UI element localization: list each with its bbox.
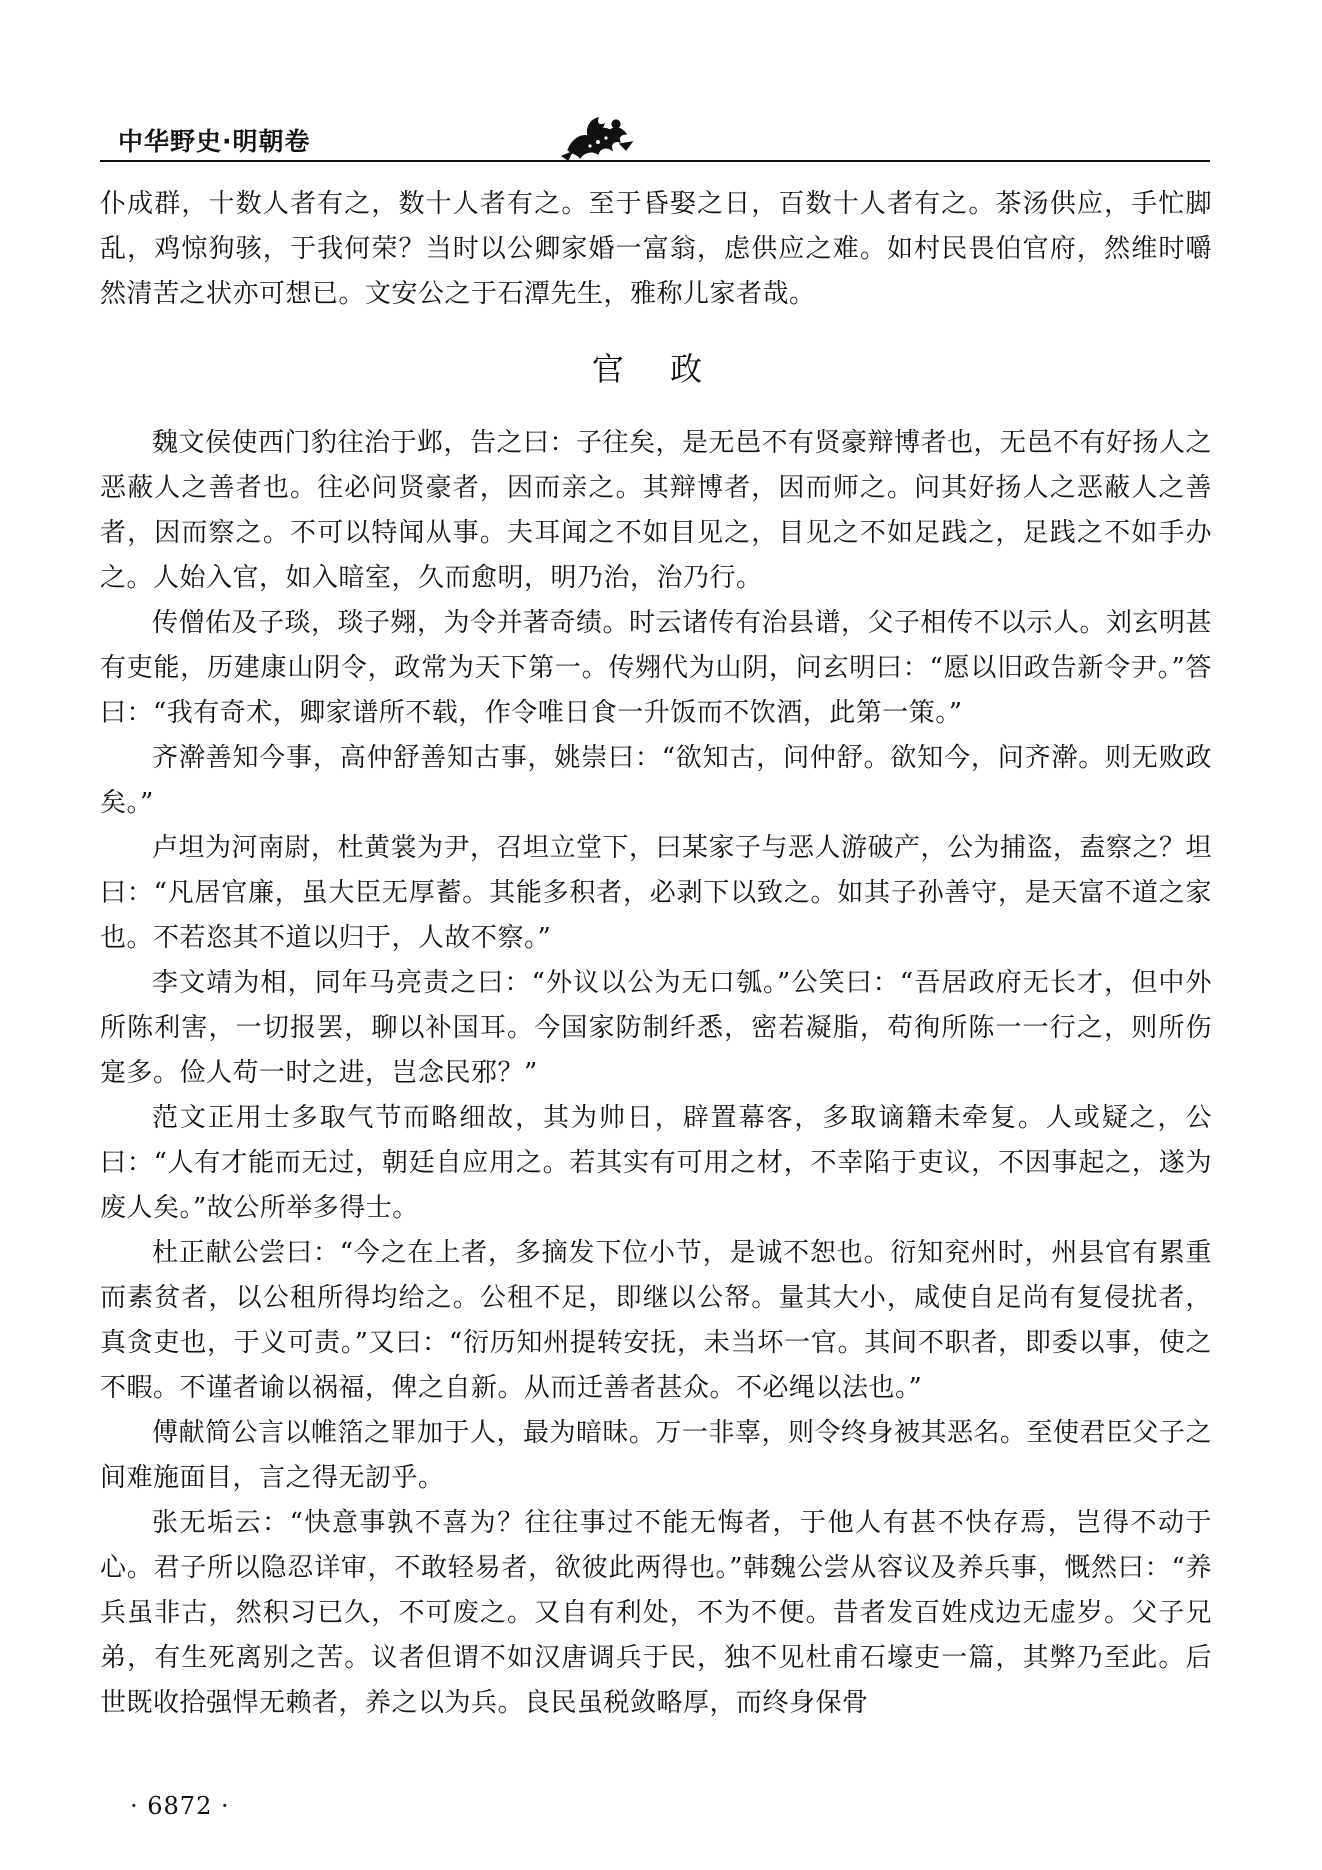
paragraph: 齐澣善知今事，高仲舒善知古事，姚崇曰：“欲知古，问仲舒。欲知今，问齐澣。则无败政矣。”	[100, 743, 1212, 818]
continued-paragraph: 仆成群，十数人者有之，数十人者有之。至于昏娶之日，百数十人者有之。茶汤供应，手忙脚乱，鸡惊狗骇，于我何荣？当时以公卿家婚一富翁，虑供应之难。如村民畏伯官府，然维时嚼然清苦之状亦可想已。文安公之于石潭先生，雅称儿家者哉。	[100, 189, 1212, 309]
paragraph: 魏文侯使西门豹往治于邺，告之曰：子往矣，是无邑不有贤豪辩博者也，无邑不有好扬人之恶蔽人之善者也。往必问贤豪者，因而亲之。其辩博者，因而师之。问其好扬人之恶蔽人之善者，因而察之。不可以特闻从事。夫耳闻之不如目见之，目见之不如足践之，足践之不如手办之。人始入官，如入暗室，久而愈明，明乃治，治乃行。	[100, 428, 1213, 593]
paragraph: 张无垢云：“快意事孰不喜为？往往事过不能无悔者，于他人有甚不快存焉，岂得不动于心。君子所以隐忍详审，不敢轻易者，欲彼此两得也。”韩魏公尝从容议及养兵事，慨然曰：“养兵虽非古，然积习已久，不可废之。又自有利处，不为不便。昔者发百姓戍边无虚岁。父子兄弟，有生死离别之苦。议者但谓不如汉唐调兵于民，独不见杜甫石壕吏一篇，其弊乃至此。后世既收拾强悍无赖者，养之以为兵。良民虽税敛略厚，而终身保骨	[100, 1508, 1212, 1718]
section-heading: 官 政	[591, 350, 721, 388]
paragraph: 傅献简公言以帷箔之罪加于人，最为暗昧。万一非辜，则令终身被其恶名。至使君臣父子之间难施面目，言之得无訒乎。	[100, 1418, 1213, 1493]
book-title: 中华野史·明朝卷	[118, 127, 311, 156]
paragraph: 杜正献公尝曰：“今之在上者，多摘发下位小节，是诚不恕也。衍知兖州时，州县官有累重而素贫者，以公租所得均给之。公租不足，即继以公帑。量其大小，咸使自足尚有复侵扰者，真贪吏也，于义可责。”又曰：“衍历知州提转安抚，未当坏一官。其间不职者，即委以事，使之不暇。不谨者谕以祸福，俾之自新。从而迁善者甚众。不必绳以法也。”	[100, 1238, 1212, 1403]
paragraph: 李文靖为相，同年马亮责之曰：“外议以公为无口瓠。”公笑曰：“吾居政府无长才，但中外所陈利害，一切报罢，聊以补国耳。今国家防制纤悉，密若凝脂，苟徇所陈一一行之，则所伤寔多。俭人苟一时之进，岂念民邪？”	[100, 968, 1212, 1088]
header-divider	[100, 160, 1210, 162]
paragraph: 传僧佑及子琰，琰子翙，为令并著奇绩。时云诸传有治县谱，父子相传不以示人。刘玄明甚有吏能，历建康山阴令，政常为天下第一。传翙代为山阴，问玄明曰：“愿以旧政告新令尹。”答曰：“我有奇术，卿家谱所不载，作令唯日食一升饭而不饮酒，此第一策。”	[100, 608, 1213, 728]
paragraph: 卢坦为河南尉，杜黄裳为尹，召坦立堂下，曰某家子与恶人游破产，公为捕盗，盍察之？坦曰：“凡居官廉，虽大臣无厚蓄。其能多积者，必剥下以致之。如其子孙善守，是天富不道之家也。不若恣其不道以归于，人故不察。”	[100, 833, 1213, 953]
main-text	[100, 182, 1212, 1726]
page-number: · 6872 ·	[130, 1792, 230, 1820]
page-header	[100, 112, 1210, 172]
dragon-emblem-icon	[558, 112, 636, 166]
paragraph: 范文正用士多取气节而略细故，其为帅日，辟置幕客，多取谪籍未牵复。人或疑之，公曰：“人有才能而无过，朝廷自应用之。若其实有可用之材，不幸陷于吏议，不因事起之，遂为废人矣。”故公所举多得士。	[100, 1103, 1212, 1223]
